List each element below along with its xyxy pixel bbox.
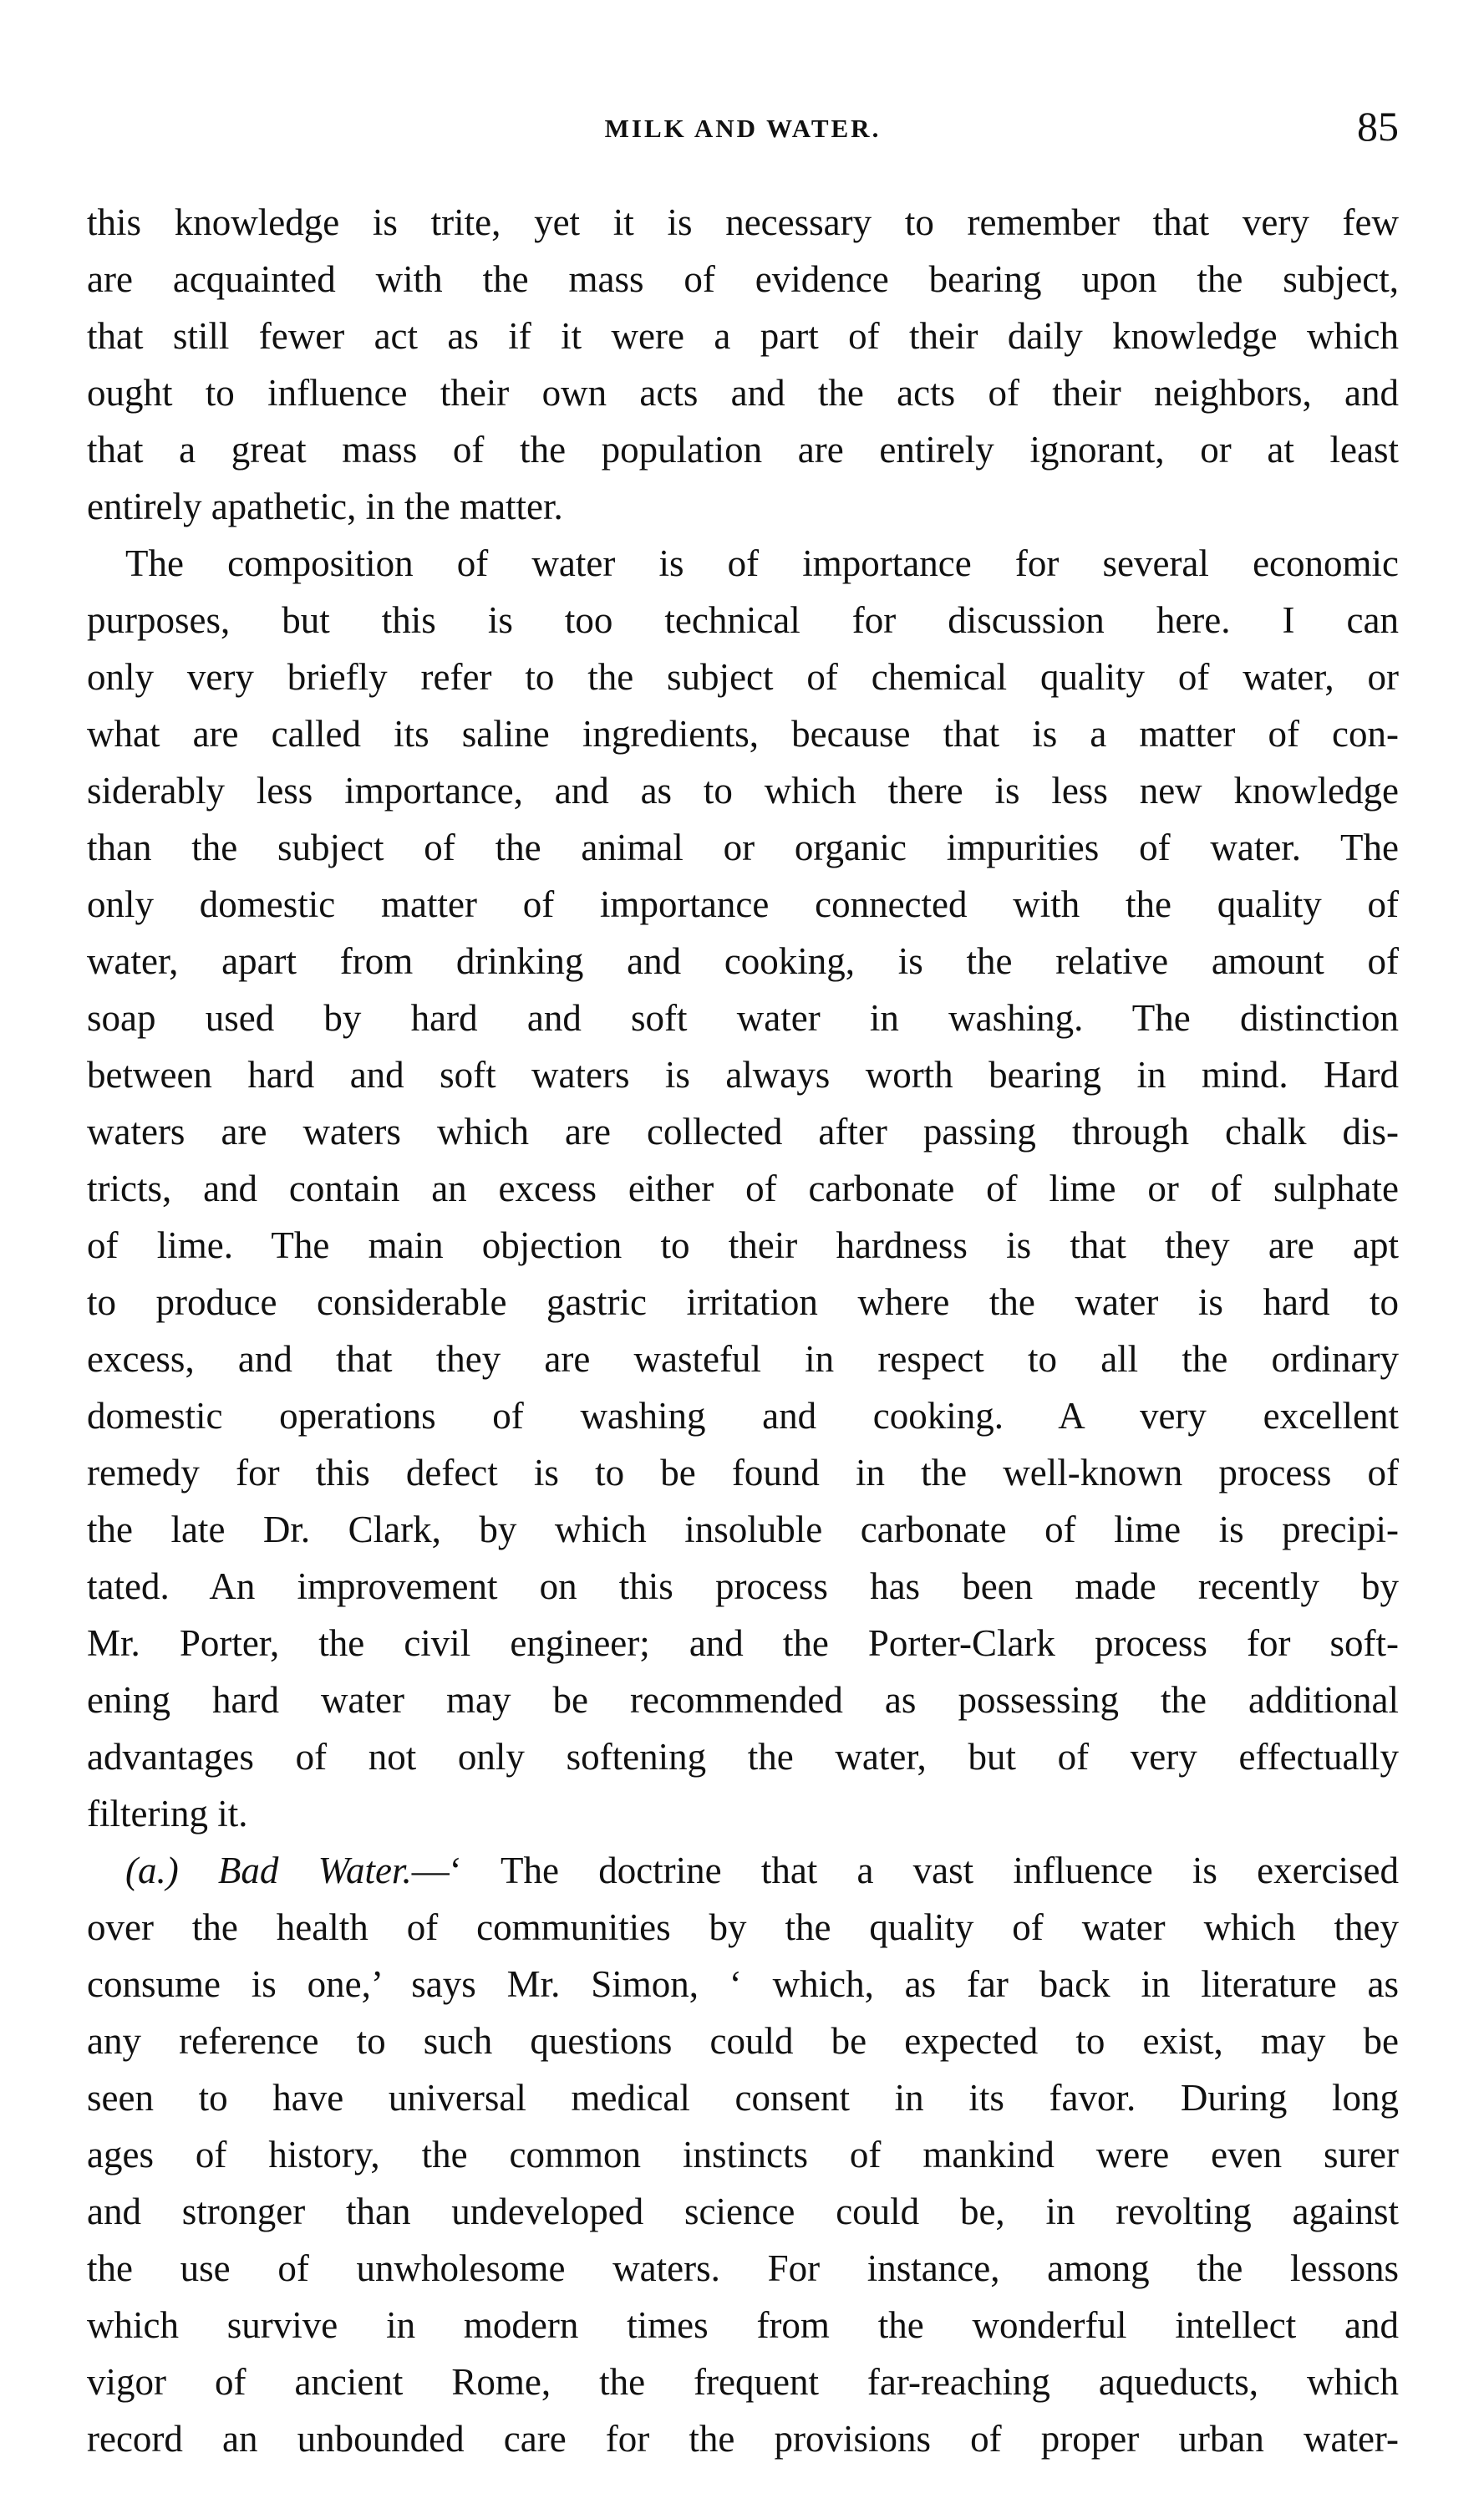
text-line: ought to influence their own acts and the acts of their neighbors, and (87, 372, 1399, 414)
text-line: soap used by hard and soft water in washing. The distinction (87, 997, 1399, 1039)
text-line: filtering it. (87, 1793, 248, 1835)
text-line: ening hard water may be recommended as possessing the additional (87, 1679, 1399, 1721)
text-line: tricts, and contain an excess either of carbonate of lime or of sulphate (87, 1168, 1399, 1209)
text-line: Mr. Porter, the civil engineer; and the Porter-Clark process for soft- (87, 1622, 1399, 1664)
text-line: advantages of not only softening the water, but of very effectually (87, 1736, 1399, 1778)
text-line: vigor of ancient Rome, the frequent far-reaching aqueducts, which (87, 2361, 1399, 2403)
text-line: purposes, but this is too technical for discussion here. I can (87, 599, 1399, 641)
text-line: waters are waters which are collected after passing through chalk dis- (87, 1111, 1399, 1153)
text-line: which survive in modern times from the wonderful intellect and (87, 2304, 1399, 2346)
text-line: domestic operations of washing and cooking. A very excellent (87, 1395, 1399, 1437)
text-line: the late Dr. Clark, by which insoluble carbonate of lime is precipi- (87, 1509, 1399, 1550)
page-number: 85 (1357, 103, 1399, 150)
text-line: siderably less importance, and as to which there is less new knowledge (87, 770, 1399, 812)
text-line: only very briefly refer to the subject of chemical quality of water, or (87, 656, 1399, 698)
text-line: what are called its saline ingredients, because that is a matter of con- (87, 713, 1399, 755)
paragraph-3 (87, 1842, 1399, 2467)
text-line: that still fewer act as if it were a part of their daily knowledge which (87, 315, 1399, 357)
paragraph-1 (87, 194, 1399, 535)
text-line: only domestic matter of importance connected with the quality of (87, 883, 1399, 925)
text-line: seen to have universal medical consent in its favor. During long (87, 2077, 1399, 2119)
text-line: The composition of water is of importance for several economic (125, 542, 1399, 584)
section-heading-rest: —‘ The doctrine that a vast influence is exercised (411, 1850, 1400, 1891)
text-line: the use of unwholesome waters. For instance, among the lessons (87, 2247, 1399, 2289)
text-line: between hard and soft waters is always worth bearing in mind. Hard (87, 1054, 1399, 1096)
running-head (87, 99, 1399, 157)
text-line: ages of history, the common instincts of mankind were even surer (87, 2134, 1399, 2176)
body-text (87, 194, 1399, 2467)
text-line: over the health of communities by the quality of water which they (87, 1906, 1399, 1948)
running-title: MILK AND WATER. (604, 114, 882, 143)
text-line: record an unbounded care for the provisions of proper urban water- (87, 2418, 1399, 2460)
section-label: (a.) (125, 1850, 179, 1891)
section-heading-line (87, 1842, 1399, 1899)
text-line: that a great mass of the population are entirely ignorant, or at least (87, 429, 1399, 471)
text-line: excess, and that they are wasteful in respect to all the ordinary (87, 1338, 1399, 1380)
text-line: are acquainted with the mass of evidence bearing upon the subject, (87, 258, 1399, 300)
text-line: tated. An improvement on this process has been made recently by (87, 1565, 1399, 1607)
text-line: this knowledge is trite, yet it is necessary to remember that very few (87, 201, 1399, 243)
text-line: consume is one,’ says Mr. Simon, ‘ which, as far back in literature as (87, 1963, 1399, 2005)
paragraph-2 (87, 535, 1399, 1842)
text-line: of lime. The main objection to their hardness is that they are apt (87, 1224, 1399, 1266)
text-line: than the subject of the animal or organic impurities of water. The (87, 827, 1399, 868)
text-line: entirely apathetic, in the matter. (87, 486, 563, 527)
text-line: water, apart from drinking and cooking, is the relative amount of (87, 940, 1399, 982)
text-line: and stronger than undeveloped science could be, in revolting against (87, 2191, 1399, 2232)
text-line: remedy for this defect is to be found in the well-known process of (87, 1452, 1399, 1494)
section-heading: Bad Water. (217, 1850, 412, 1891)
text-line: to produce considerable gastric irritation where the water is hard to (87, 1281, 1399, 1323)
text-line: any reference to such questions could be expected to exist, may be (87, 2020, 1399, 2062)
